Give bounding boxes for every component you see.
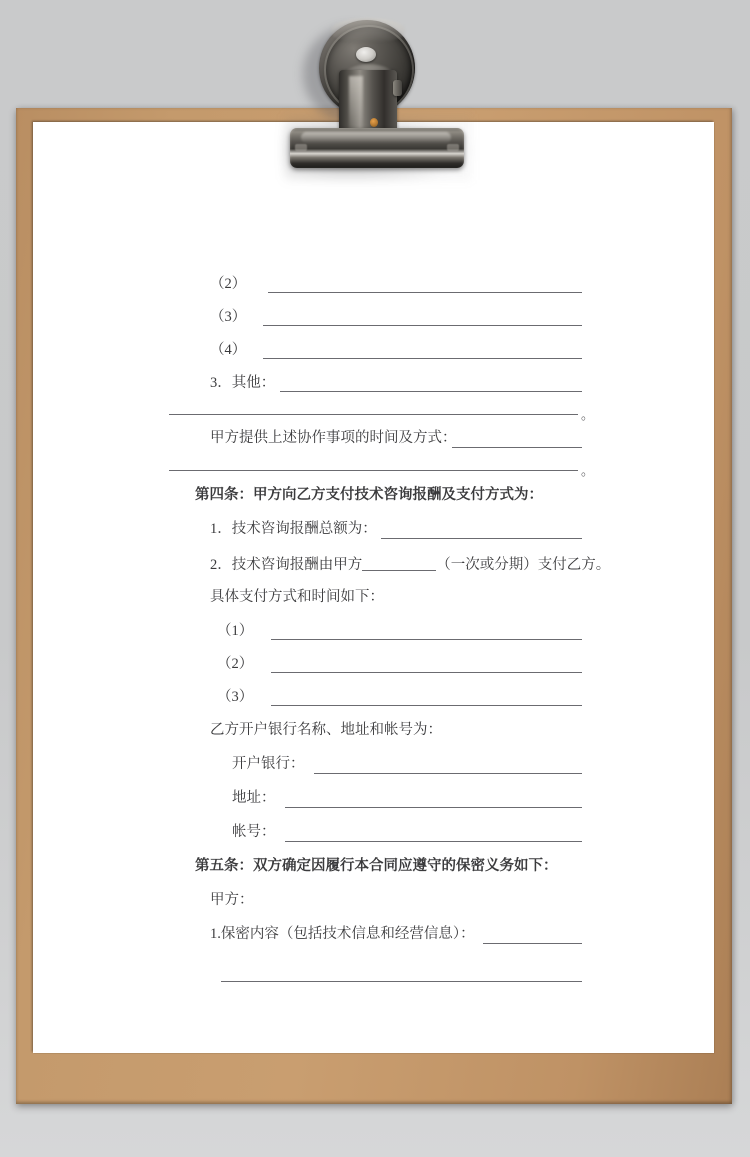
- heading-article-five: 第五条：双方确定因履行本合同应遵守的保密义务如下：: [195, 858, 558, 874]
- paper-sheet: [33, 122, 714, 1053]
- line-cooperation-time-label: 甲方提供上述协作事项的时间及方式：: [210, 430, 457, 446]
- full-rule-2: [169, 470, 578, 471]
- line-bank-address-label: 地址：: [232, 790, 276, 806]
- line-confidential-content-label: 1.保密内容（包括技术信息和经营信息）：: [210, 926, 475, 942]
- clipboard-board: [16, 108, 732, 1104]
- line-party-a-label: 甲方：: [210, 892, 254, 908]
- line-pay-item-2-label: （2）: [217, 656, 254, 672]
- line-pay-item-3-rule: [271, 705, 582, 706]
- line-bank-info-intro: 乙方开户银行名称、地址和帐号为：: [210, 722, 442, 738]
- line-item-4-label: （4）: [210, 342, 247, 358]
- contract-document-body: [33, 122, 714, 1053]
- line-bank-name-rule: [314, 773, 582, 774]
- clip-drum-gloss: [343, 64, 395, 92]
- line-payment-mode-tail: （一次或分期）支付乙方。: [436, 556, 611, 573]
- full-rule-2-endmark: 。: [581, 463, 595, 478]
- line-cooperation-time-rule: [452, 447, 582, 448]
- line-payment-detail-intro: 具体支付方式和时间如下：: [210, 589, 384, 605]
- clip-pivot-screw: [393, 80, 402, 96]
- line-pay-item-3-label: （3）: [217, 689, 254, 705]
- line-other-label: 3．其他：: [210, 375, 276, 391]
- line-bank-name-label: 开户银行：: [232, 756, 305, 772]
- clip-drum-top-band: [331, 18, 405, 42]
- clip-drum: [319, 20, 415, 116]
- heading-article-four: 第四条：甲方向乙方支付技术咨询报酬及支付方式为：: [195, 487, 543, 503]
- line-item-3-rule: [263, 325, 582, 326]
- line-total-fee-rule: [381, 538, 582, 539]
- clip-drum-rim: [324, 25, 414, 115]
- line-bank-address-rule: [285, 807, 582, 808]
- line-item-2-rule: [268, 292, 582, 293]
- line-item-2-label: （2）: [210, 276, 247, 292]
- line-pay-item-1-rule: [271, 639, 582, 640]
- line-confidential-content-rule-2: [221, 981, 582, 982]
- full-rule-1: [169, 414, 578, 415]
- line-payment-mode-blank: [362, 556, 436, 571]
- line-total-fee-label: 1．技术咨询报酬总额为：: [210, 521, 377, 537]
- line-other-rule: [280, 391, 582, 392]
- line-pay-item-2-rule: [271, 672, 582, 673]
- clip-drum-hole: [356, 47, 376, 62]
- line-pay-item-1-label: （1）: [217, 623, 254, 639]
- line-payment-mode-head: 2．技术咨询报酬由甲方: [210, 556, 363, 573]
- line-bank-account-label: 帐号：: [232, 824, 276, 840]
- line-confidential-content-rule: [483, 943, 582, 944]
- line-item-3-label: （3）: [210, 309, 247, 325]
- line-bank-account-rule: [285, 841, 582, 842]
- full-rule-1-endmark: 。: [581, 407, 595, 422]
- line-payment-mode: [210, 556, 610, 572]
- line-item-4-rule: [263, 358, 582, 359]
